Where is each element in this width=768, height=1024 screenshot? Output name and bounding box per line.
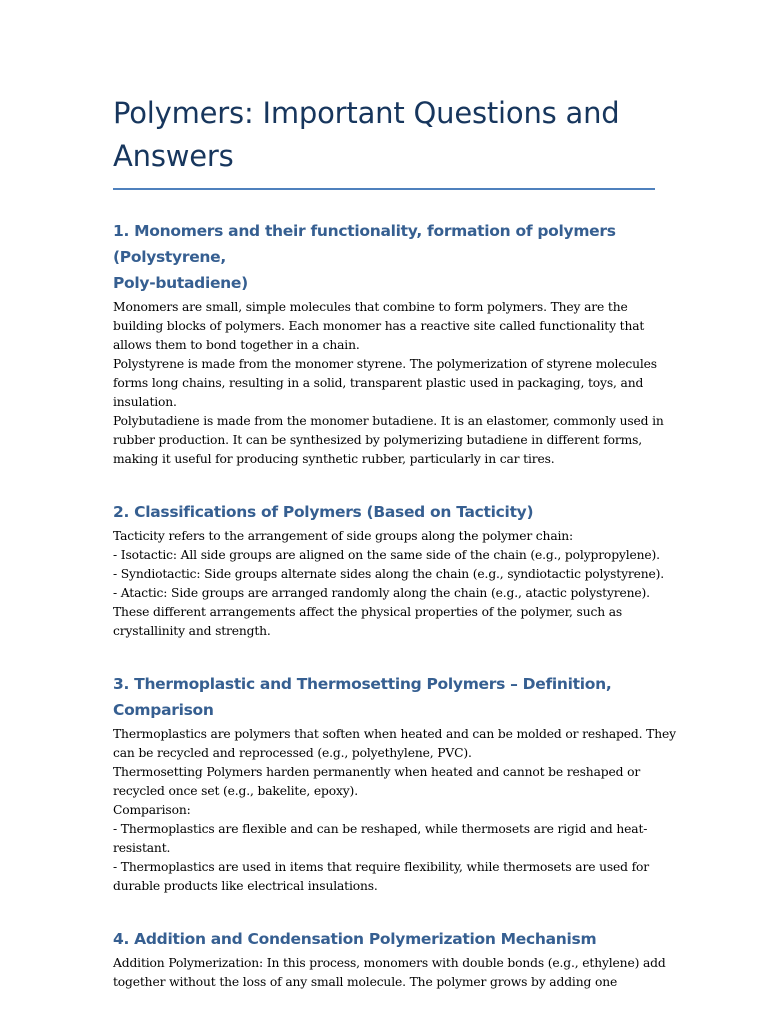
- body-text-line: can be recycled and reprocessed (e.g., polyethylene, PVC).: [113, 746, 472, 760]
- section-heading: [113, 926, 655, 952]
- body-text-line: - Atactic: Side groups are arranged randomly along the chain (e.g., atactic polystyrene).: [113, 586, 650, 600]
- body-text-line: rubber production. It can be synthesized by polymerizing butadiene in different forms,: [113, 433, 643, 447]
- document-title-line: Answers: [113, 139, 234, 173]
- document-page: [113, 92, 676, 992]
- body-text-line: crystallinity and strength.: [113, 624, 271, 638]
- body-text-line: allows them to bond together in a chain.: [113, 338, 360, 352]
- body-text-line: Polystyrene is made from the monomer styrene. The polymerization of styrene molecules: [113, 357, 657, 371]
- document-title-line: Polymers: Important Questions and: [113, 96, 620, 130]
- body-text-line: together without the loss of any small molecule. The polymer grows by adding one: [113, 975, 618, 989]
- body-text-line: - Isotactic: All side groups are aligned on the same side of the chain (e.g., polypropylene).: [113, 548, 660, 562]
- section-heading: [113, 218, 655, 296]
- body-text-line: Addition Polymerization: In this process, monomers with double bonds (e.g., ethylene) add: [113, 956, 666, 970]
- section-heading-line: 2. Classifications of Polymers (Based on Tacticity): [113, 503, 534, 521]
- section-body: [113, 527, 665, 641]
- body-text-line: Thermosetting Polymers harden permanently when heated and cannot be reshaped or: [113, 765, 641, 779]
- section-2: [113, 499, 665, 641]
- section-heading-line: 4. Addition and Condensation Polymerization Mechanism: [113, 930, 597, 948]
- body-text-line: making it useful for producing synthetic rubber, particularly in car tires.: [113, 452, 555, 466]
- body-text-line: Polybutadiene is made from the monomer butadiene. It is an elastomer, commonly used in: [113, 414, 664, 428]
- body-text-line: Comparison:: [113, 803, 191, 817]
- section-heading: [113, 671, 655, 723]
- body-text-line: durable products like electrical insulations.: [113, 879, 378, 893]
- body-text-line: building blocks of polymers. Each monomer has a reactive site called functionality that: [113, 319, 645, 333]
- section-4: [113, 926, 666, 992]
- body-text-line: Thermoplastics are polymers that soften when heated and can be molded or reshaped. They: [113, 727, 676, 741]
- body-text-line: resistant.: [113, 841, 171, 855]
- section-body: [113, 298, 664, 469]
- body-text-line: These different arrangements affect the physical properties of the polymer, such as: [113, 605, 623, 619]
- section-3: [113, 671, 676, 896]
- section-body: [113, 725, 676, 896]
- document-title: [113, 92, 655, 178]
- body-text-line: - Syndiotactic: Side groups alternate sides along the chain (e.g., syndiotactic polystyrene).: [113, 567, 665, 581]
- body-text-line: recycled once set (e.g., bakelite, epoxy).: [113, 784, 358, 798]
- section-heading-line: 3. Thermoplastic and Thermosetting Polymers – Definition, Comparison: [113, 675, 612, 719]
- body-text-line: Monomers are small, simple molecules that combine to form polymers. They are the: [113, 300, 628, 314]
- section-body: [113, 954, 666, 992]
- body-text-line: forms long chains, resulting in a solid, transparent plastic used in packaging, toys, and: [113, 376, 644, 390]
- body-text-line: Tacticity refers to the arrangement of side groups along the polymer chain:: [113, 529, 574, 543]
- section-heading-line: 1. Monomers and their functionality, formation of polymers (Polystyrene,: [113, 222, 616, 266]
- body-text-line: - Thermoplastics are used in items that require flexibility, while thermosets are used for: [113, 860, 650, 874]
- body-text-line: - Thermoplastics are flexible and can be reshaped, while thermosets are rigid and heat-: [113, 822, 648, 836]
- section-heading-line: Poly-butadiene): [113, 274, 248, 292]
- section-heading: [113, 499, 655, 525]
- section-1: [113, 218, 664, 469]
- title-underline-divider: [113, 188, 655, 190]
- body-text-line: insulation.: [113, 395, 177, 409]
